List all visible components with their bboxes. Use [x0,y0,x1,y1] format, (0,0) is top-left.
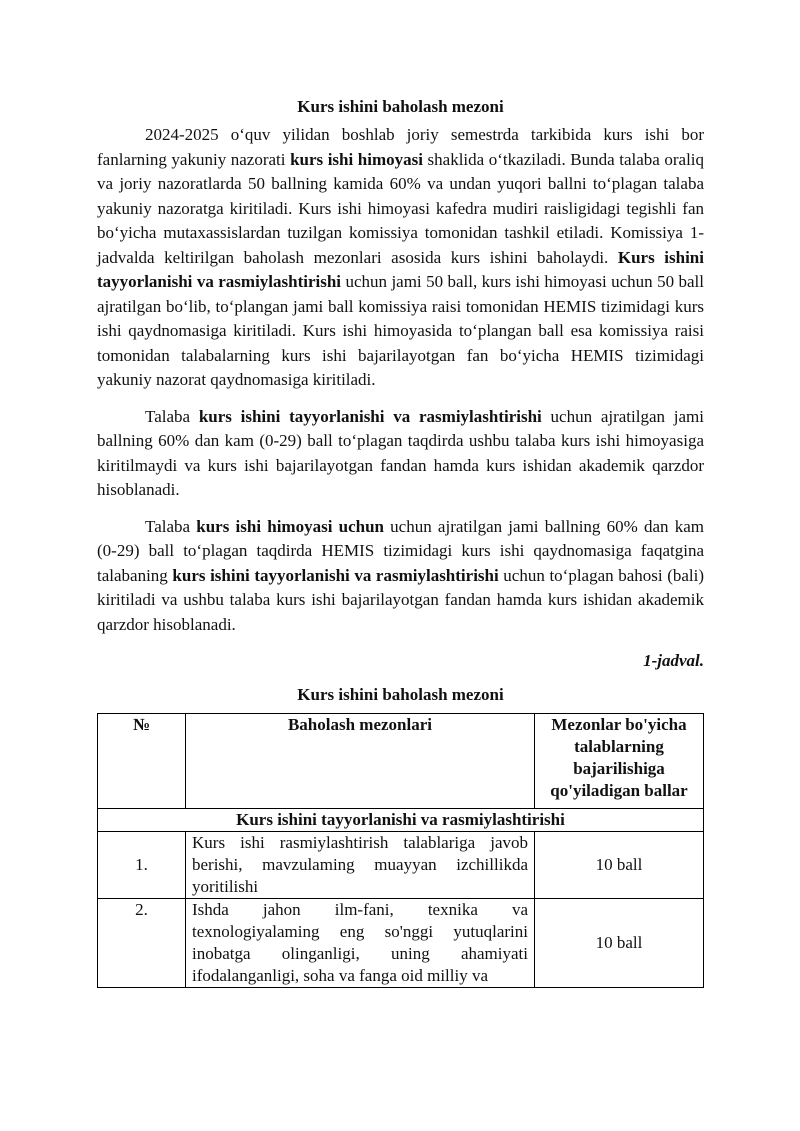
document-title: Kurs ishini baholash mezoni [297,97,504,116]
table-header-row [98,714,704,809]
bold-text: kurs ishini tayyorlanishi va rasmiylashtirishi [172,565,499,585]
text-run: uchun to‘plagan bahosi (bali) kiritiladi va ushbu talaba kurs ishi bajarilayotgan fandan hamda kurs ishidan akademik qarzdor hisoblanadi. [97,565,705,634]
paragraph [97,405,704,503]
text-run: shaklida o‘tkaziladi. Bunda talaba oraliq va joriy nazoratlarda 50 ballning kamida 60% va undan yuqori ballni to‘plagan talaba yakuniy nazoratga kiritiladi. Kurs ishi himoyasi kafedra mudiri raisligidagi tegishli fan bo‘yicha mutaxassislardan tuzilgan komissiya tomonidan tashkil etiladi. Komissiya 1-jadvalda keltirilgan baholash mezonlari asosida kurs ishini baholaydi. [97,149,705,267]
bold-text: Kurs ishini tayyorlanishi va rasmiylashtirishi [97,247,704,291]
header-score: Mezonlar bo'yicha talablarning bajarilishiga qo'yiladigan ballar [535,714,704,809]
row-score: 10 ball [535,899,704,988]
row-criterion: Kurs ishi rasmiylashtirish talablariga javob berishi, mavzulaming muayyan izchillikda yoritilishi [186,832,535,899]
bold-text: kurs ishini tayyorlanishi va rasmiylashtirishi [198,406,542,426]
row-number: 1. [98,832,186,899]
paragraph [97,123,704,393]
text-run: uchun ajratilgan jami ballning 60% dan kam (0-29) ball to‘plagan taqdirda ushbu talaba kurs ishi himoyasiga kiritilmaydi va kurs ishi bajarilayotgan fandan hamda kurs ishidan akademik qarzdor hisoblanadi. [97,406,704,499]
header-number: № [98,714,186,809]
text-run: uchun jami 50 ball, kurs ishi himoyasi uchun 50 ball ajratilgan bo‘lib, to‘plangan jami ball komissiya raisi tomonidan HEMIS tizimidagi kurs ishi qaydnomasiga kiritiladi. Kurs ishi himoyasida to‘plangan ball esa komissiya raisi tomonidan talabalarning kurs ishi bajarilayotgan fan bo‘yicha HEMIS tizimidagi yakuniy nazorat qaydnomasiga kiritiladi. [97,272,705,389]
text-run: 2024-2025 o‘quv yilidan boshlab joriy semestrda tarkibida kurs ishi bor fanlarning yakuniy nazorati [97,125,704,169]
bold-text: kurs ishi himoyasi [290,149,423,169]
section-title: Kurs ishini tayyorlanishi va rasmiylashtirishi [98,809,704,832]
text-run: uchun ajratilgan jami ballning 60% dan kam (0-29) ball to‘plagan taqdirda HEMIS tizimidagi kurs ishi qaydnomasiga faqatgina talabaning [97,516,704,585]
paragraph [97,515,704,638]
text-run: Talaba [145,406,199,426]
table-title: Kurs ishini baholash mezoni [297,685,504,704]
text-run: Talaba [145,516,197,536]
criteria-table [97,713,704,988]
header-criteria: Baholash mezonlari [186,714,535,809]
table-row [98,899,704,988]
row-number: 2. [98,899,186,988]
row-score: 10 ball [535,832,704,899]
body-text [97,123,704,637]
bold-text: kurs ishi himoyasi uchun [196,516,384,536]
table-section-row [98,809,704,832]
row-criterion: Ishda jahon ilm-fani, texnika va texnologiyalaming eng so'nggi yutuqlarini inobatga olinganligi, uning ahamiyati ifodalanganligi, soha va fanga oid milliy va [186,899,535,988]
document-page [97,95,704,988]
table-row [98,832,704,899]
table-caption: 1-jadval. [643,651,704,670]
